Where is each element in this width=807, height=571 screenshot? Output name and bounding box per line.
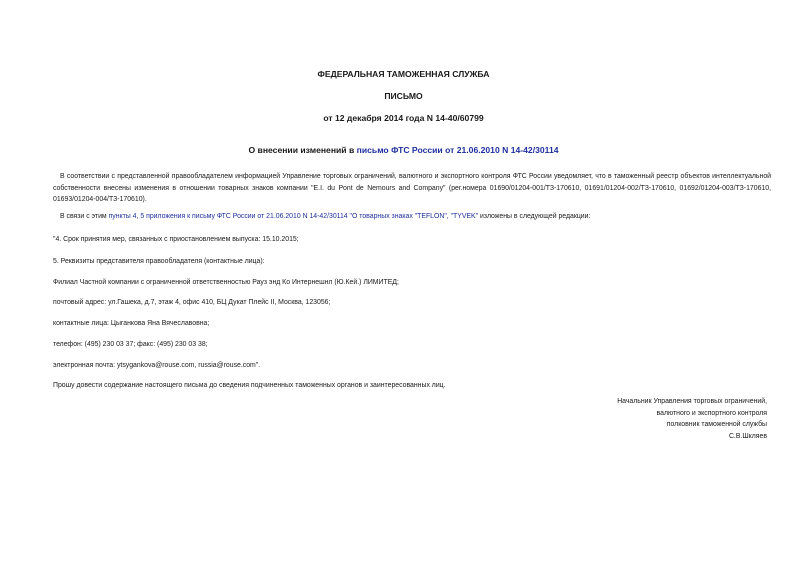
- signature-name: С.В.Шкляев: [728, 432, 767, 440]
- representative-email: электронная почта: ytsygankova@rouse.com, russia@rouse.com".: [53, 362, 261, 369]
- amendment-suffix: изложены в следующей редакции:: [478, 213, 591, 220]
- representative-contact: контактные лица: Цыганкова Яна Вячеславовна;: [53, 320, 210, 327]
- paragraph-amendment: [53, 211, 771, 223]
- subject-link[interactable]: письмо ФТС России от 21.06.2010 N 14-42/30114: [356, 145, 559, 155]
- signature-block: [617, 396, 767, 442]
- amendment-separator: ,: [136, 213, 141, 220]
- document-type: ПИСЬМО: [384, 91, 423, 101]
- item-5-representative: 5. Реквизиты представителя правообладателя (контактные лица):: [53, 258, 265, 265]
- signature-position: Начальник Управления торговых ограничений,: [617, 398, 767, 405]
- document-subject: [0, 145, 807, 155]
- item-4-deadline: "4. Срок принятия мер, связанных с приостановлением выпуска: 15.10.2015;: [53, 236, 299, 243]
- paragraph-closing: Прошу довести содержание настоящего письма до сведения подчиненных таможенных органов и заинтересованных лиц.: [53, 382, 446, 389]
- representative-branch: Филиал Частной компании с ограниченной ответственностью Рауз энд Ко Интернешнл (Ю.Кей.) ЛИМИТЕД;: [53, 279, 399, 286]
- amendment-prefix: В связи с этим: [60, 213, 109, 220]
- link-clause-4[interactable]: пункты 4: [108, 213, 137, 220]
- signature-rank: полковник таможенной службы: [666, 421, 767, 429]
- representative-phone: телефон: (495) 230 03 37; факс: (495) 230 03 38;: [53, 341, 208, 348]
- paragraph-notification: В соответствии с представленной правообладателем информацией Управление торговых ограничений, валютного и экспортного контроля ФТС России уведомляет, что в таможенный реестр объектов интеллектуальной собственности внесены изменения в отношении товарных знаков компании "E.I. du Pont de Nemours and Company" (рег.номера 01690/01204-001/ТЗ-170610, 01691/01204-002/ТЗ-170610, 01692/01204-003/ТЗ-170610, 01693/01204-004/ТЗ-170610).: [53, 173, 771, 203]
- representative-address: почтовый адрес: ул.Гашека, д.7, этаж 4, офис 410, БЦ Дукат Плейс II, Москва, 123056;: [53, 299, 331, 306]
- signature-department: валютного и экспортного контроля: [656, 409, 767, 417]
- document-date-number: от 12 декабря 2014 года N 14-40/60799: [323, 113, 484, 123]
- agency-title: ФЕДЕРАЛЬНАЯ ТАМОЖЕННАЯ СЛУЖБА: [317, 69, 490, 79]
- link-appendix-clause-5[interactable]: 5 приложения к письму ФТС России от 21.06.2010 N 14-42/30114 "О товарных знаках "TEFLON", "TYVEK": [140, 213, 479, 220]
- subject-prefix: О внесении изменений в: [248, 145, 357, 155]
